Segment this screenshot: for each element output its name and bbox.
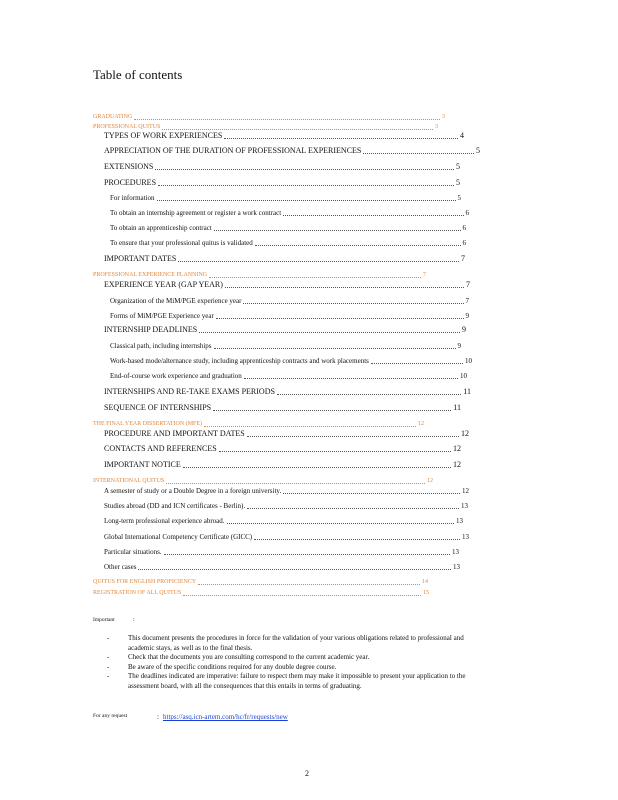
toc-entry-page: 7 bbox=[423, 272, 426, 278]
note-item bbox=[107, 653, 482, 663]
note-text: Be aware of the specific conditions required for any double degree course. bbox=[128, 662, 337, 671]
toc-entry[interactable] bbox=[104, 324, 466, 335]
toc-leader-dots bbox=[283, 493, 460, 494]
note-text: This document presents the procedures in force for the validation of your various obligations related to professional and academic stays, as well as to the final thesis. bbox=[128, 634, 464, 652]
toc-entry-label: REGISTRATION OF ALL QUITUS bbox=[93, 590, 182, 596]
toc-entry-label: INTERNSHIP DEADLINES bbox=[104, 325, 198, 334]
toc-entry[interactable] bbox=[104, 145, 480, 156]
toc-entry-page: 5 bbox=[457, 194, 461, 202]
toc-leader-dots bbox=[158, 185, 454, 186]
request-colon: : bbox=[157, 713, 159, 721]
toc-entry-page: 5 bbox=[476, 146, 480, 155]
toc-leader-dots bbox=[216, 318, 464, 319]
toc-leader-dots bbox=[155, 169, 454, 170]
toc-leader-dots bbox=[166, 483, 425, 484]
toc-entry-label: A semester of study or a Double Degree in a foreign university. bbox=[104, 487, 282, 495]
toc-entry-label: For information bbox=[110, 194, 155, 202]
toc-entry-label: IMPORTANT NOTICE bbox=[104, 460, 181, 469]
toc-leader-dots bbox=[224, 138, 458, 139]
toc-entry-label: EXTENSIONS bbox=[104, 162, 154, 171]
toc-entry-page: 12 bbox=[461, 429, 469, 438]
toc-entry[interactable] bbox=[104, 546, 459, 557]
toc-entry-label: EXPERIENCE YEAR (GAP YEAR) bbox=[104, 280, 223, 289]
toc-entry[interactable] bbox=[104, 386, 471, 397]
note-item bbox=[107, 663, 482, 673]
important-colon: : bbox=[133, 617, 135, 623]
note-dash: - bbox=[107, 634, 110, 642]
toc-entry-label: TYPES OF WORK EXPERIENCES bbox=[104, 131, 223, 140]
toc-entry[interactable] bbox=[104, 515, 463, 526]
important-notes bbox=[107, 634, 482, 691]
toc-entry-label: Global International Competency Certificate (GICC) bbox=[104, 533, 253, 541]
toc-entry[interactable] bbox=[104, 485, 469, 496]
toc-leader-dots bbox=[363, 153, 474, 154]
toc-entry-label: Studies abroad (DD and ICN certificates - Berlin). bbox=[104, 502, 246, 510]
toc-entry-page: 12 bbox=[427, 478, 433, 484]
toc-entry[interactable] bbox=[93, 587, 429, 598]
toc-entry-label: Long-term professional experience abroad. bbox=[104, 517, 225, 525]
toc-leader-dots bbox=[255, 245, 461, 246]
toc-entry-label: APPRECIATION OF THE DURATION OF PROFESSIONAL EXPERIENCES bbox=[104, 146, 362, 155]
toc-entry[interactable] bbox=[110, 207, 469, 218]
toc-entry[interactable] bbox=[110, 310, 469, 321]
toc-entry-label: Organization of the MiM/PGE experience year bbox=[110, 297, 242, 305]
toc-entry-page: 3 bbox=[442, 114, 445, 120]
toc-entry-label: GRADUATING bbox=[93, 114, 133, 120]
toc-entry-page: 15 bbox=[423, 590, 429, 596]
toc-leader-dots bbox=[227, 523, 454, 524]
toc-entry-label: Forms of MiM/PGE Experience year bbox=[110, 312, 214, 320]
toc-entry[interactable] bbox=[104, 253, 465, 264]
toc-leader-dots bbox=[199, 332, 460, 333]
toc-leader-dots bbox=[183, 595, 421, 596]
toc-entry[interactable] bbox=[104, 130, 464, 141]
toc-entry-page: 13 bbox=[462, 533, 469, 541]
toc-entry-page: 7 bbox=[461, 254, 465, 263]
toc-entry[interactable] bbox=[104, 561, 460, 572]
toc-leader-dots bbox=[134, 119, 440, 120]
request-label: For any request bbox=[93, 713, 128, 719]
toc-entry-label: IMPORTANT DATES bbox=[104, 254, 177, 263]
toc-entry-page: 13 bbox=[456, 517, 463, 525]
toc-entry[interactable] bbox=[110, 295, 469, 306]
toc-entry[interactable] bbox=[104, 500, 468, 511]
toc-entry-page: 11 bbox=[463, 387, 471, 396]
toc-entry-label: INTERNSHIPS AND RE-TAKE EXAMS PERIODS bbox=[104, 387, 275, 396]
toc-entry[interactable] bbox=[104, 279, 470, 290]
toc-leader-dots bbox=[283, 215, 463, 216]
toc-entry-page: 10 bbox=[465, 357, 472, 365]
toc-entry-page: 5 bbox=[456, 162, 460, 171]
toc-entry-label: Work-based mode/alternance study, including apprenticeship contracts and work placements bbox=[110, 357, 369, 365]
toc-entry-label: INTERNATIONAL QUITUS bbox=[93, 478, 165, 484]
toc-entry-page: 13 bbox=[452, 548, 459, 556]
toc-leader-dots bbox=[247, 508, 459, 509]
toc-entry-page: 12 bbox=[418, 421, 424, 427]
toc-entry-label: PROFESSIONAL EXPERIENCE PLANNING bbox=[93, 272, 208, 278]
toc-leader-dots bbox=[277, 394, 461, 395]
note-item bbox=[107, 672, 482, 691]
toc-entry-label: CONTACTS AND REFERENCES bbox=[104, 444, 217, 453]
toc-leader-dots bbox=[209, 277, 421, 278]
toc-leader-dots bbox=[183, 467, 451, 468]
toc-leader-dots bbox=[164, 554, 450, 555]
toc-entry-page: 9 bbox=[462, 325, 466, 334]
toc-leader-dots bbox=[198, 584, 420, 585]
toc-entry[interactable] bbox=[110, 340, 461, 351]
note-dash: - bbox=[107, 662, 110, 671]
note-text: Check that the documents you are consulting correspond to the current academic year. bbox=[128, 653, 370, 661]
toc-entry-page: 6 bbox=[462, 224, 466, 232]
toc-entry-label: To obtain an apprenticeship contract bbox=[110, 224, 212, 232]
toc-leader-dots bbox=[204, 426, 416, 427]
toc-leader-dots bbox=[243, 303, 463, 304]
toc-entry-page: 9 bbox=[465, 312, 469, 320]
toc-entry-label: PROCEDURES bbox=[104, 178, 157, 187]
toc-leader-dots bbox=[214, 230, 461, 231]
toc-entry-page: 13 bbox=[461, 502, 468, 510]
toc-leader-dots bbox=[244, 378, 458, 379]
toc-entry-label: SEQUENCE OF INTERNSHIPS bbox=[104, 403, 212, 412]
toc-entry[interactable] bbox=[104, 402, 461, 413]
important-label: Important bbox=[93, 617, 115, 623]
toc-entry-label: Other cases bbox=[104, 563, 137, 571]
toc-entry[interactable] bbox=[104, 443, 461, 454]
toc-entry[interactable] bbox=[93, 576, 428, 587]
toc-entry[interactable] bbox=[110, 237, 466, 248]
toc-entry-page: 10 bbox=[460, 372, 467, 380]
toc-leader-dots bbox=[254, 539, 460, 540]
request-link[interactable]: https://asq.icn-artem.com/hc/fr/requests/new bbox=[163, 713, 288, 721]
toc-entry[interactable] bbox=[104, 177, 460, 188]
toc-entry[interactable] bbox=[110, 355, 472, 366]
note-text: The deadlines indicated are imperative: failure to respect them may make it impossible to present your application to the assessment board, with all the consequences that this entails in terms of graduating. bbox=[128, 672, 466, 690]
toc-entry[interactable] bbox=[104, 428, 469, 439]
toc-entry-label: To obtain an internship agreement or register a work contract bbox=[110, 209, 282, 217]
toc-leader-dots bbox=[371, 363, 463, 364]
toc-entry-page: 6 bbox=[462, 239, 466, 247]
toc-entry-label: Classical path, including internships bbox=[110, 342, 212, 350]
toc-leader-dots bbox=[219, 451, 451, 452]
note-dash: - bbox=[107, 672, 110, 680]
toc-entry-page: 3 bbox=[435, 124, 438, 130]
toc-entry[interactable] bbox=[104, 531, 469, 542]
toc-entry-page: 7 bbox=[466, 280, 470, 289]
toc-entry-label: QUITUS FOR ENGLISH PROFICIENCY bbox=[93, 579, 197, 585]
toc-entry-page: 11 bbox=[453, 403, 461, 412]
toc-leader-dots bbox=[214, 348, 456, 349]
toc-entry-page: 5 bbox=[456, 178, 460, 187]
toc-entry-page: 13 bbox=[453, 563, 460, 571]
note-dash: - bbox=[107, 653, 110, 661]
toc-entry[interactable] bbox=[110, 370, 467, 381]
toc-entry[interactable] bbox=[110, 192, 461, 203]
toc-leader-dots bbox=[225, 287, 464, 288]
note-item bbox=[107, 634, 482, 653]
toc-entry[interactable] bbox=[104, 161, 460, 172]
page-title: Table of contents bbox=[93, 67, 183, 82]
toc-leader-dots bbox=[178, 261, 459, 262]
toc-entry-page: 7 bbox=[465, 297, 469, 305]
toc-entry-label: PROCEDURE AND IMPORTANT DATES bbox=[104, 429, 245, 438]
toc-entry[interactable] bbox=[104, 459, 461, 470]
toc-leader-dots bbox=[213, 410, 451, 411]
toc-entry-page: 12 bbox=[453, 444, 461, 453]
toc-entry-label: PROFESSIONAL QUITUS bbox=[93, 124, 161, 130]
toc-entry-label: To ensure that your professional quitus is validated bbox=[110, 239, 253, 247]
toc-leader-dots bbox=[247, 436, 459, 437]
toc-entry-page: 4 bbox=[460, 131, 464, 140]
toc-entry-page: 12 bbox=[453, 460, 461, 469]
toc-entry[interactable] bbox=[110, 222, 466, 233]
toc-entry-label: End-of-course work experience and graduation bbox=[110, 372, 242, 380]
toc-entry-label: Particular situations. bbox=[104, 548, 162, 556]
toc-entry-page: 12 bbox=[462, 487, 469, 495]
toc-leader-dots bbox=[138, 569, 451, 570]
page-number: 2 bbox=[305, 769, 309, 778]
toc-leader-dots bbox=[157, 200, 456, 201]
toc-entry-page: 14 bbox=[422, 579, 428, 585]
toc-entry-page: 6 bbox=[465, 209, 469, 217]
toc-entry-label: THE FINAL YEAR DISSERTATION (MFE) bbox=[93, 421, 203, 427]
toc-entry-page: 9 bbox=[457, 342, 461, 350]
